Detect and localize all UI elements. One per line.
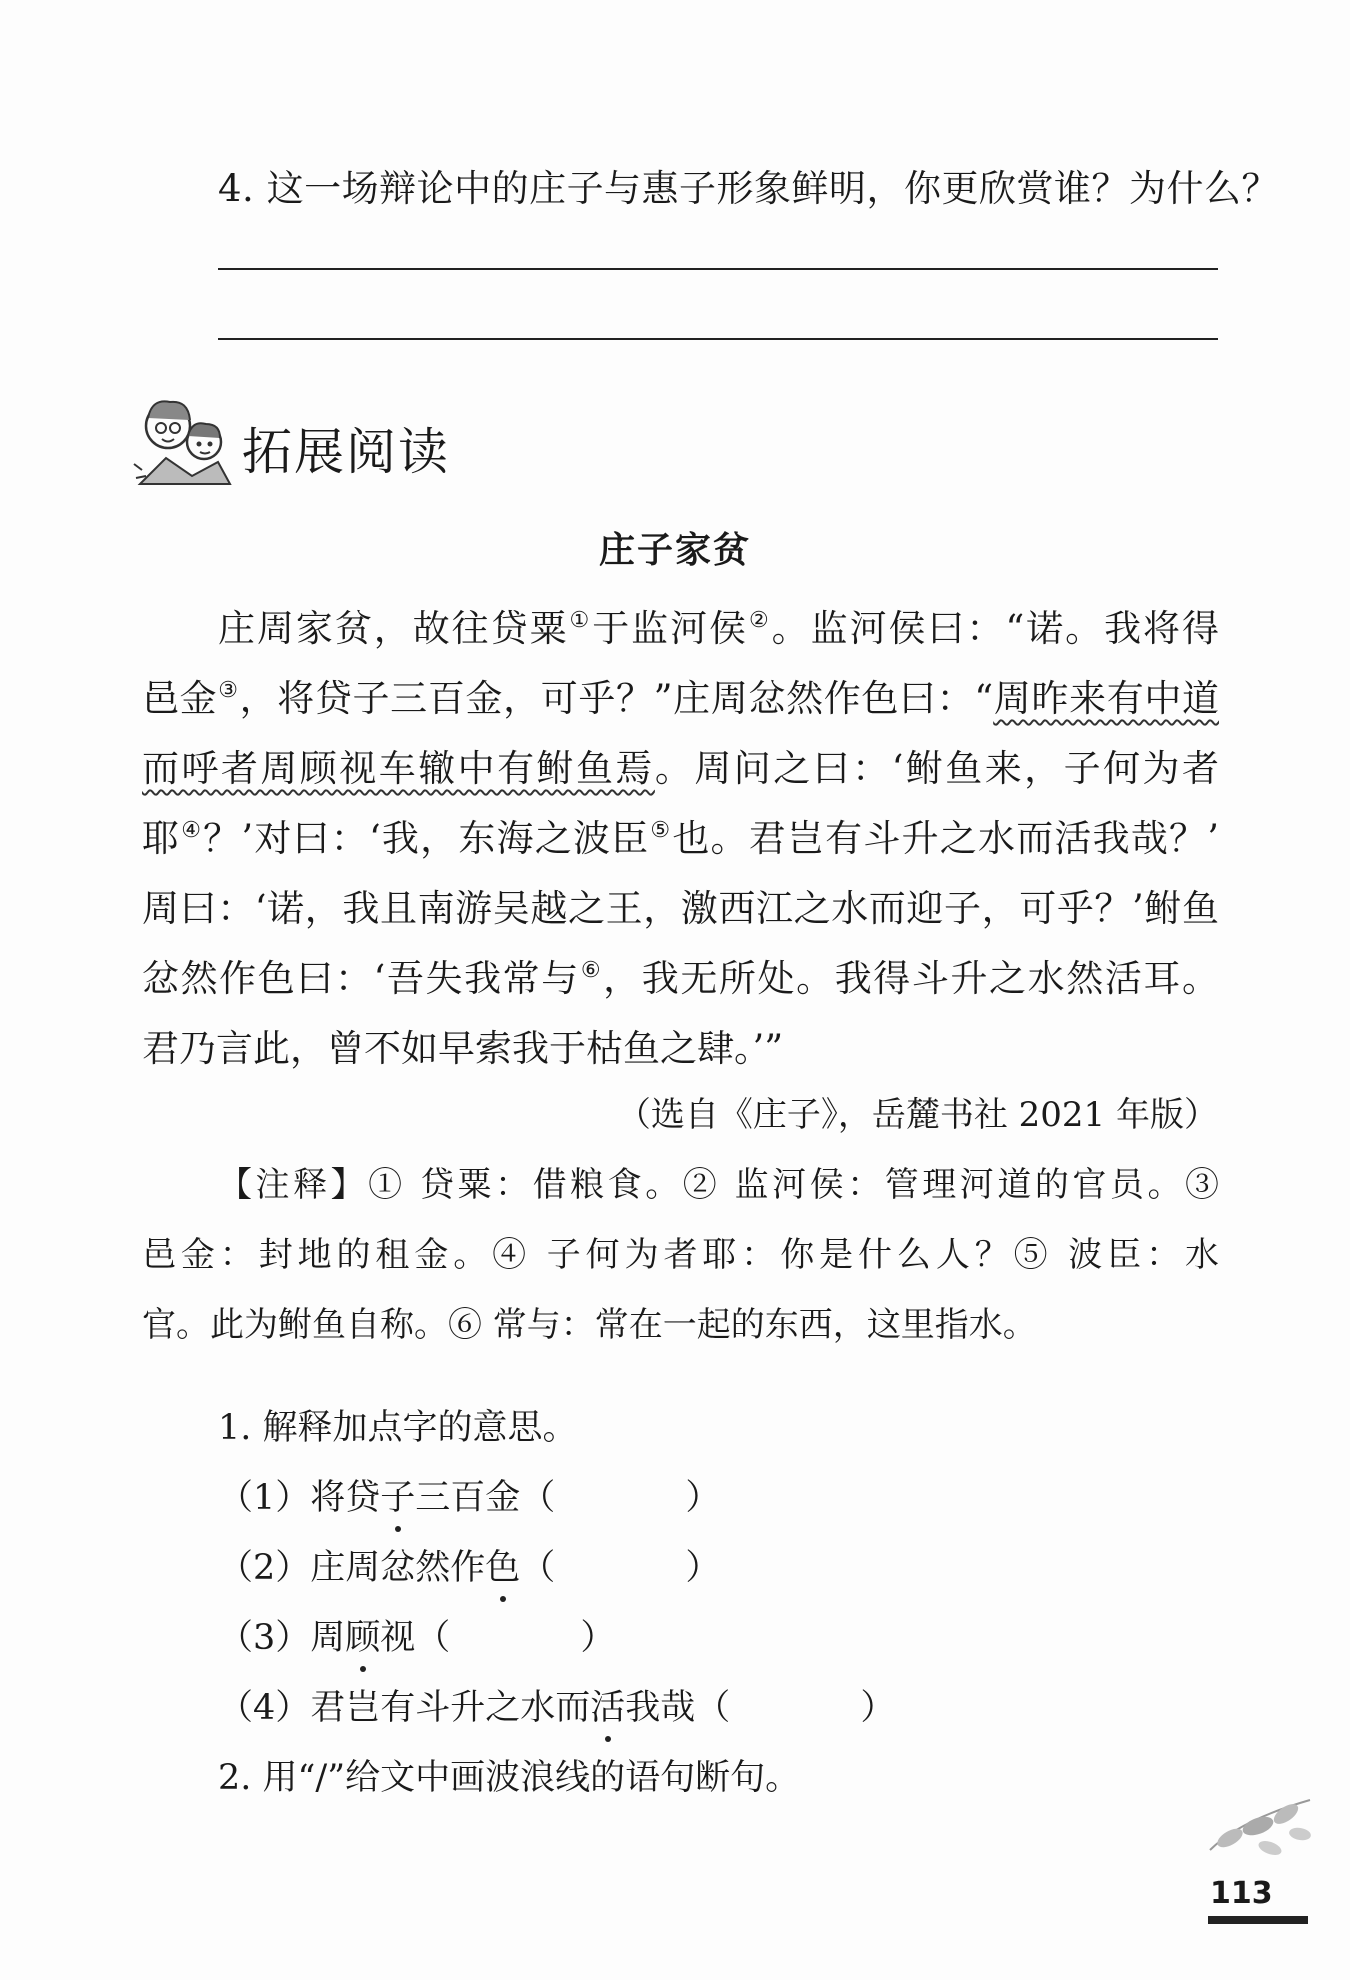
passage-line: 而呼者周顾视车辙中有鲋鱼焉。周问之曰：‘鲋鱼来，子何为者: [142, 747, 1219, 790]
answer-line-2[interactable]: [218, 338, 1218, 340]
footnote-ref: ②: [749, 608, 771, 633]
footnote-ref: ③: [218, 678, 239, 703]
question-1-item: （3）周顾视（ ）: [218, 1610, 615, 1660]
page-number: 113: [1210, 1876, 1273, 1911]
footnote-ref: ⑤: [650, 818, 672, 843]
question-1-item: （1）将贷子三百金（ ）: [218, 1470, 720, 1520]
wavy-underlined-sentence: 而呼者周顾视车辙中有鲋鱼焉: [142, 747, 655, 790]
passage-line: 耶④？’对曰：‘我，东海之波臣⑤也。君岂有斗升之水而活我哉？’: [142, 817, 1219, 860]
passage-source: （选自《庄子》，岳麓书社 2021 年版）: [616, 1095, 1218, 1135]
passage-line: 庄周家贫，故往贷粟①于监河侯②。监河侯曰：“诺。我将得: [218, 607, 1219, 650]
footnote-ref: ①: [569, 608, 592, 633]
footnote-ref: ④: [181, 818, 203, 843]
wavy-underlined-sentence: 周昨来有中道: [993, 677, 1219, 720]
footnote-ref: ⑥: [580, 958, 603, 983]
question-1-item: （4）君岂有斗升之水而活我哉（ ）: [218, 1680, 895, 1730]
question-2: 2. 用“/”给文中画波浪线的语句断句。: [218, 1758, 801, 1798]
reading-children-icon: [130, 392, 240, 492]
leaf-decoration-icon: [1200, 1790, 1320, 1880]
question-4: 4. 这一场辩论中的庄子与惠子形象鲜明，你更欣赏谁？为什么？: [218, 167, 1280, 210]
passage-line: 周曰：‘诺，我且南游吴越之王，激西江之水而迎子，可乎？’鲋鱼: [142, 887, 1219, 930]
dotted-character: 子: [380, 1470, 415, 1520]
answer-line-1[interactable]: [218, 268, 1218, 270]
passage-title: 庄子家贫: [598, 530, 751, 571]
section-title: 拓展阅读: [242, 423, 450, 481]
dotted-character: 色: [485, 1540, 520, 1590]
dotted-character: 活: [590, 1680, 625, 1730]
notes-line: 【注释】① 贷粟：借粮食。② 监河侯：管理河道的官员。③: [218, 1165, 1219, 1205]
passage-line: 君乃言此，曾不如早索我于枯鱼之肆。’”: [142, 1027, 784, 1070]
notes-line: 邑金：封地的租金。④ 子何为者耶：你是什么人？⑤ 波臣：水: [142, 1235, 1219, 1275]
passage-line: 邑金③，将贷子三百金，可乎？”庄周忿然作色曰：“周昨来有中道: [142, 677, 1219, 720]
question-1: 1. 解释加点字的意思。: [218, 1408, 578, 1448]
dotted-character: 顾: [345, 1610, 380, 1660]
question-1-item: （2）庄周忿然作色（ ）: [218, 1540, 720, 1590]
page-number-bar: [1208, 1916, 1308, 1924]
notes-line: 官。此为鲋鱼自称。⑥ 常与：常在一起的东西，这里指水。: [142, 1305, 1037, 1345]
passage-line: 忿然作色曰：‘吾失我常与⑥，我无所处。我得斗升之水然活耳。: [142, 957, 1219, 1000]
